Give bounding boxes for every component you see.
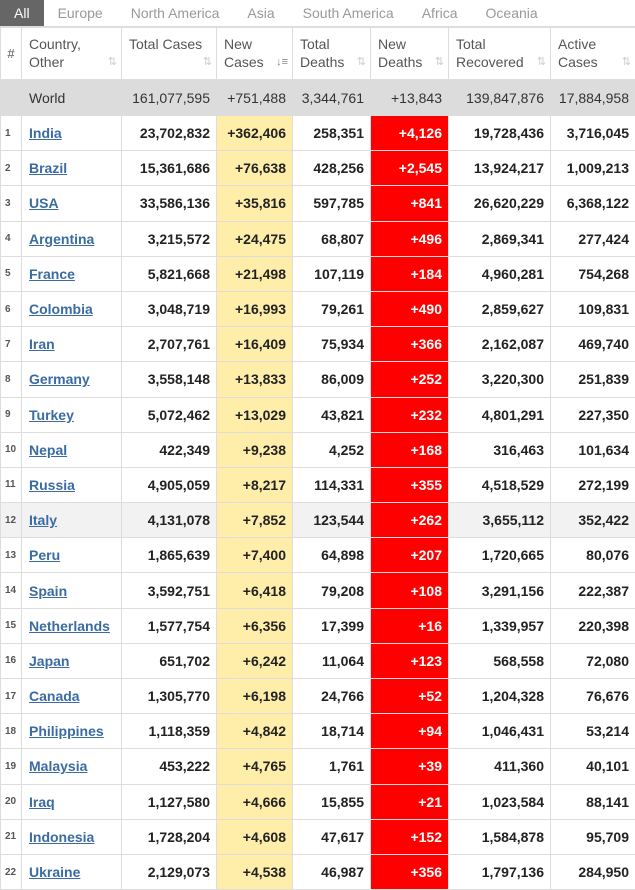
active-cases-cell: 277,424 bbox=[551, 221, 635, 256]
table-row bbox=[1, 784, 635, 819]
active-cases-cell: 1,009,213 bbox=[551, 151, 635, 186]
active-cases-cell: 76,676 bbox=[551, 679, 635, 714]
total-cases-cell: 4,131,078 bbox=[122, 503, 217, 538]
country-cell bbox=[22, 116, 122, 151]
new-cases-cell: +21,498 bbox=[217, 256, 293, 291]
rank-cell: 15 bbox=[1, 608, 22, 643]
table-row bbox=[1, 467, 635, 502]
new-deaths-cell: +4,126 bbox=[371, 116, 449, 151]
country-link[interactable]: Iran bbox=[29, 336, 55, 352]
active-cases-cell: 222,387 bbox=[551, 573, 635, 608]
total-deaths-cell: 64,898 bbox=[293, 538, 371, 573]
header-country-label: Country, Other bbox=[29, 36, 81, 70]
country-link[interactable]: Indonesia bbox=[29, 829, 94, 845]
active-cases-cell: 272,199 bbox=[551, 467, 635, 502]
total-recovered-cell: 4,960,281 bbox=[449, 256, 551, 291]
total-recovered-cell: 1,797,136 bbox=[449, 854, 551, 889]
rank-cell: 18 bbox=[1, 714, 22, 749]
new-deaths-cell: +39 bbox=[371, 749, 449, 784]
country-cell bbox=[22, 679, 122, 714]
table-row bbox=[1, 538, 635, 573]
tab-asia[interactable]: Asia bbox=[233, 0, 288, 26]
country-link[interactable]: Turkey bbox=[29, 407, 74, 423]
total-cases-cell: 1,118,359 bbox=[122, 714, 217, 749]
new-deaths-cell: +184 bbox=[371, 256, 449, 291]
new-cases-cell: +7,852 bbox=[217, 503, 293, 538]
total-deaths-cell: 86,009 bbox=[293, 362, 371, 397]
new-deaths-cell: +207 bbox=[371, 538, 449, 573]
country-link[interactable]: Germany bbox=[29, 371, 90, 387]
new-cases-cell: +24,475 bbox=[217, 221, 293, 256]
total-cases-cell: 5,821,668 bbox=[122, 256, 217, 291]
total-cases-cell: 3,048,719 bbox=[122, 291, 217, 326]
covid-table bbox=[0, 27, 635, 890]
tab-all[interactable]: All bbox=[0, 0, 44, 26]
rank-cell: 14 bbox=[1, 573, 22, 608]
header-country[interactable] bbox=[22, 28, 122, 80]
new-deaths-cell: +123 bbox=[371, 643, 449, 678]
total-cases-cell: 33,586,136 bbox=[122, 186, 217, 221]
tab-africa[interactable]: Africa bbox=[408, 0, 472, 26]
sort-icon: ⇅ bbox=[203, 53, 212, 71]
rank-cell: 21 bbox=[1, 819, 22, 854]
rank-cell: 11 bbox=[1, 467, 22, 502]
rank-cell: 10 bbox=[1, 432, 22, 467]
total-recovered-cell: 139,847,876 bbox=[449, 80, 551, 116]
total-cases-cell: 23,702,832 bbox=[122, 116, 217, 151]
country-link[interactable]: Canada bbox=[29, 688, 80, 704]
new-cases-cell: +8,217 bbox=[217, 467, 293, 502]
total-deaths-cell: 43,821 bbox=[293, 397, 371, 432]
new-cases-cell: +76,638 bbox=[217, 151, 293, 186]
region-tabs bbox=[0, 0, 635, 27]
total-recovered-cell: 1,023,584 bbox=[449, 784, 551, 819]
sort-icon: ⇅ bbox=[357, 53, 366, 71]
total-deaths-cell: 123,544 bbox=[293, 503, 371, 538]
active-cases-cell: 53,214 bbox=[551, 714, 635, 749]
table-row bbox=[1, 151, 635, 186]
total-recovered-cell: 411,360 bbox=[449, 749, 551, 784]
active-cases-cell: 109,831 bbox=[551, 291, 635, 326]
country-cell bbox=[22, 362, 122, 397]
rank-cell: 16 bbox=[1, 643, 22, 678]
new-deaths-cell: +168 bbox=[371, 432, 449, 467]
rank-cell: 4 bbox=[1, 221, 22, 256]
new-cases-cell: +16,993 bbox=[217, 291, 293, 326]
country-link[interactable]: Peru bbox=[29, 547, 60, 563]
country-link[interactable]: Russia bbox=[29, 477, 75, 493]
table-row bbox=[1, 854, 635, 889]
active-cases-cell: 88,141 bbox=[551, 784, 635, 819]
new-deaths-cell: +108 bbox=[371, 573, 449, 608]
active-cases-cell: 220,398 bbox=[551, 608, 635, 643]
total-deaths-cell: 4,252 bbox=[293, 432, 371, 467]
rank-cell: 22 bbox=[1, 854, 22, 889]
new-deaths-cell: +232 bbox=[371, 397, 449, 432]
total-cases-cell: 3,592,751 bbox=[122, 573, 217, 608]
rank-cell: 13 bbox=[1, 538, 22, 573]
total-cases-cell: 1,728,204 bbox=[122, 819, 217, 854]
header-rank: # bbox=[1, 28, 22, 80]
header-total-deaths[interactable] bbox=[293, 28, 371, 80]
active-cases-cell: 284,950 bbox=[551, 854, 635, 889]
new-cases-cell: +13,029 bbox=[217, 397, 293, 432]
new-deaths-cell: +52 bbox=[371, 679, 449, 714]
country-link[interactable]: Italy bbox=[29, 512, 57, 528]
country-cell bbox=[22, 819, 122, 854]
total-recovered-cell: 3,655,112 bbox=[449, 503, 551, 538]
total-recovered-cell: 13,924,217 bbox=[449, 151, 551, 186]
total-deaths-cell: 1,761 bbox=[293, 749, 371, 784]
new-cases-cell: +7,400 bbox=[217, 538, 293, 573]
new-cases-cell: +4,538 bbox=[217, 854, 293, 889]
total-cases-cell: 1,305,770 bbox=[122, 679, 217, 714]
new-cases-cell: +751,488 bbox=[217, 80, 293, 116]
total-deaths-cell: 47,617 bbox=[293, 819, 371, 854]
active-cases-cell: 3,716,045 bbox=[551, 116, 635, 151]
total-recovered-cell: 1,584,878 bbox=[449, 819, 551, 854]
sort-icon: ⇅ bbox=[537, 53, 546, 71]
country-link[interactable]: Spain bbox=[29, 583, 67, 599]
country-link[interactable]: India bbox=[29, 125, 62, 141]
table-header-row bbox=[1, 28, 635, 80]
new-cases-cell: +362,406 bbox=[217, 116, 293, 151]
total-cases-cell: 15,361,686 bbox=[122, 151, 217, 186]
table-row bbox=[1, 608, 635, 643]
table-row bbox=[1, 221, 635, 256]
sort-icon: ⇅ bbox=[108, 53, 117, 71]
total-recovered-cell: 2,162,087 bbox=[449, 327, 551, 362]
country-cell bbox=[22, 784, 122, 819]
new-deaths-cell: +2,545 bbox=[371, 151, 449, 186]
total-deaths-cell: 11,064 bbox=[293, 643, 371, 678]
table-row bbox=[1, 819, 635, 854]
sort-icon: ⇅ bbox=[435, 53, 444, 71]
new-deaths-cell: +152 bbox=[371, 819, 449, 854]
total-cases-cell: 2,707,761 bbox=[122, 327, 217, 362]
table-row bbox=[1, 116, 635, 151]
table-row bbox=[1, 256, 635, 291]
sort-icon: ⇅ bbox=[622, 53, 631, 71]
total-deaths-cell: 597,785 bbox=[293, 186, 371, 221]
total-deaths-cell: 15,855 bbox=[293, 784, 371, 819]
rank-cell: 9 bbox=[1, 397, 22, 432]
total-deaths-cell: 75,934 bbox=[293, 327, 371, 362]
new-deaths-cell: +262 bbox=[371, 503, 449, 538]
rank-cell: 6 bbox=[1, 291, 22, 326]
total-cases-cell: 161,077,595 bbox=[122, 80, 217, 116]
new-cases-cell: +6,418 bbox=[217, 573, 293, 608]
rank-cell: 2 bbox=[1, 151, 22, 186]
tab-north-america[interactable]: North America bbox=[117, 0, 234, 26]
table-row bbox=[1, 362, 635, 397]
total-cases-cell: 2,129,073 bbox=[122, 854, 217, 889]
new-cases-cell: +4,765 bbox=[217, 749, 293, 784]
new-deaths-cell: +21 bbox=[371, 784, 449, 819]
total-deaths-cell: 3,344,761 bbox=[293, 80, 371, 116]
total-cases-cell: 1,865,639 bbox=[122, 538, 217, 573]
rank-cell: 1 bbox=[1, 116, 22, 151]
rank-cell: 17 bbox=[1, 679, 22, 714]
active-cases-cell: 352,422 bbox=[551, 503, 635, 538]
sort-desc-icon: ↓≡ bbox=[276, 53, 288, 71]
total-recovered-cell: 4,801,291 bbox=[449, 397, 551, 432]
table-row bbox=[1, 679, 635, 714]
header-new-cases-label: New Cases bbox=[224, 36, 264, 70]
active-cases-cell: 72,080 bbox=[551, 643, 635, 678]
total-deaths-cell: 68,807 bbox=[293, 221, 371, 256]
header-new-deaths-label: New Deaths bbox=[378, 36, 422, 70]
active-cases-cell: 40,101 bbox=[551, 749, 635, 784]
new-cases-cell: +6,198 bbox=[217, 679, 293, 714]
active-cases-cell: 227,350 bbox=[551, 397, 635, 432]
tab-europe[interactable]: Europe bbox=[44, 0, 117, 26]
new-deaths-cell: +13,843 bbox=[371, 80, 449, 116]
table-row bbox=[1, 327, 635, 362]
header-total-cases[interactable] bbox=[122, 28, 217, 80]
rank-cell: 7 bbox=[1, 327, 22, 362]
total-recovered-cell: 19,728,436 bbox=[449, 116, 551, 151]
total-recovered-cell: 2,859,627 bbox=[449, 291, 551, 326]
total-deaths-cell: 258,351 bbox=[293, 116, 371, 151]
total-deaths-cell: 107,119 bbox=[293, 256, 371, 291]
new-deaths-cell: +366 bbox=[371, 327, 449, 362]
total-recovered-cell: 1,046,431 bbox=[449, 714, 551, 749]
new-deaths-cell: +356 bbox=[371, 854, 449, 889]
new-deaths-cell: +355 bbox=[371, 467, 449, 502]
table-row bbox=[1, 643, 635, 678]
country-cell bbox=[22, 608, 122, 643]
country-link[interactable]: Netherlands bbox=[29, 618, 110, 634]
new-cases-cell: +9,238 bbox=[217, 432, 293, 467]
country-link[interactable]: USA bbox=[29, 195, 59, 211]
rank-cell: 3 bbox=[1, 186, 22, 221]
total-deaths-cell: 428,256 bbox=[293, 151, 371, 186]
rank-cell: 20 bbox=[1, 784, 22, 819]
country-cell bbox=[22, 151, 122, 186]
total-cases-cell: 1,577,754 bbox=[122, 608, 217, 643]
tab-oceania[interactable]: Oceania bbox=[472, 0, 552, 26]
table-row bbox=[1, 186, 635, 221]
header-total-cases-label: Total Cases bbox=[129, 36, 202, 52]
total-deaths-cell: 17,399 bbox=[293, 608, 371, 643]
header-active-cases[interactable] bbox=[551, 28, 635, 80]
new-deaths-cell: +496 bbox=[371, 221, 449, 256]
active-cases-cell: 80,076 bbox=[551, 538, 635, 573]
header-total-deaths-label: Total Deaths bbox=[300, 36, 344, 70]
active-cases-cell: 17,884,958 bbox=[551, 80, 635, 116]
new-cases-cell: +6,356 bbox=[217, 608, 293, 643]
active-cases-cell: 101,634 bbox=[551, 432, 635, 467]
country-cell bbox=[22, 256, 122, 291]
table-row bbox=[1, 749, 635, 784]
new-deaths-cell: +841 bbox=[371, 186, 449, 221]
total-cases-cell: 651,702 bbox=[122, 643, 217, 678]
country-cell bbox=[22, 221, 122, 256]
country-link[interactable]: Nepal bbox=[29, 442, 67, 458]
header-total-recovered-label: Total Recovered bbox=[456, 36, 524, 70]
country-link[interactable]: Colombia bbox=[29, 301, 93, 317]
total-recovered-cell: 3,291,156 bbox=[449, 573, 551, 608]
new-cases-cell: +6,242 bbox=[217, 643, 293, 678]
total-deaths-cell: 24,766 bbox=[293, 679, 371, 714]
country-cell bbox=[22, 854, 122, 889]
country-link[interactable]: Argentina bbox=[29, 231, 94, 247]
country-link[interactable]: Brazil bbox=[29, 160, 67, 176]
country-cell bbox=[22, 397, 122, 432]
total-recovered-cell: 26,620,229 bbox=[449, 186, 551, 221]
country-cell bbox=[22, 186, 122, 221]
new-cases-cell: +4,608 bbox=[217, 819, 293, 854]
header-total-recovered[interactable] bbox=[449, 28, 551, 80]
new-deaths-cell: +94 bbox=[371, 714, 449, 749]
table-row bbox=[1, 432, 635, 467]
header-new-deaths[interactable] bbox=[371, 28, 449, 80]
total-deaths-cell: 18,714 bbox=[293, 714, 371, 749]
table-row bbox=[1, 714, 635, 749]
country-cell: World bbox=[22, 80, 122, 116]
active-cases-cell: 95,709 bbox=[551, 819, 635, 854]
country-cell bbox=[22, 467, 122, 502]
total-cases-cell: 3,215,572 bbox=[122, 221, 217, 256]
total-deaths-cell: 79,208 bbox=[293, 573, 371, 608]
country-link[interactable]: Philippines bbox=[29, 723, 104, 739]
country-link[interactable]: Ukraine bbox=[29, 864, 80, 880]
country-cell bbox=[22, 291, 122, 326]
total-recovered-cell: 1,720,665 bbox=[449, 538, 551, 573]
active-cases-cell: 6,368,122 bbox=[551, 186, 635, 221]
country-link[interactable]: France bbox=[29, 266, 75, 282]
total-recovered-cell: 316,463 bbox=[449, 432, 551, 467]
country-cell bbox=[22, 538, 122, 573]
new-cases-cell: +13,833 bbox=[217, 362, 293, 397]
country-cell bbox=[22, 714, 122, 749]
header-active-cases-label: Active Cases bbox=[558, 36, 598, 70]
rank-cell: 12 bbox=[1, 503, 22, 538]
table-row bbox=[1, 291, 635, 326]
country-cell bbox=[22, 432, 122, 467]
country-cell bbox=[22, 503, 122, 538]
total-deaths-cell: 79,261 bbox=[293, 291, 371, 326]
total-cases-cell: 453,222 bbox=[122, 749, 217, 784]
country-link[interactable]: Japan bbox=[29, 653, 69, 669]
total-recovered-cell: 4,518,529 bbox=[449, 467, 551, 502]
table-row bbox=[1, 573, 635, 608]
country-link[interactable]: Malaysia bbox=[29, 758, 87, 774]
active-cases-cell: 754,268 bbox=[551, 256, 635, 291]
table-row bbox=[1, 503, 635, 538]
active-cases-cell: 469,740 bbox=[551, 327, 635, 362]
total-cases-cell: 422,349 bbox=[122, 432, 217, 467]
total-cases-cell: 4,905,059 bbox=[122, 467, 217, 502]
country-cell bbox=[22, 749, 122, 784]
new-cases-cell: +16,409 bbox=[217, 327, 293, 362]
total-cases-cell: 3,558,148 bbox=[122, 362, 217, 397]
new-deaths-cell: +16 bbox=[371, 608, 449, 643]
table-row bbox=[1, 397, 635, 432]
total-cases-cell: 1,127,580 bbox=[122, 784, 217, 819]
tab-south-america[interactable]: South America bbox=[289, 0, 408, 26]
rank-cell: 19 bbox=[1, 749, 22, 784]
new-deaths-cell: +490 bbox=[371, 291, 449, 326]
rank-cell: 8 bbox=[1, 362, 22, 397]
country-link[interactable]: Iraq bbox=[29, 794, 55, 810]
country-cell bbox=[22, 327, 122, 362]
total-recovered-cell: 2,869,341 bbox=[449, 221, 551, 256]
active-cases-cell: 251,839 bbox=[551, 362, 635, 397]
new-cases-cell: +35,816 bbox=[217, 186, 293, 221]
new-cases-cell: +4,842 bbox=[217, 714, 293, 749]
total-recovered-cell: 1,204,328 bbox=[449, 679, 551, 714]
total-recovered-cell: 568,558 bbox=[449, 643, 551, 678]
country-cell bbox=[22, 643, 122, 678]
total-cases-cell: 5,072,462 bbox=[122, 397, 217, 432]
header-new-cases[interactable] bbox=[217, 28, 293, 80]
rank-cell: 5 bbox=[1, 256, 22, 291]
rank-cell bbox=[1, 80, 22, 116]
world-total-row bbox=[1, 80, 635, 116]
total-recovered-cell: 3,220,300 bbox=[449, 362, 551, 397]
total-deaths-cell: 114,331 bbox=[293, 467, 371, 502]
total-deaths-cell: 46,987 bbox=[293, 854, 371, 889]
country-cell bbox=[22, 573, 122, 608]
new-cases-cell: +4,666 bbox=[217, 784, 293, 819]
total-recovered-cell: 1,339,957 bbox=[449, 608, 551, 643]
new-deaths-cell: +252 bbox=[371, 362, 449, 397]
